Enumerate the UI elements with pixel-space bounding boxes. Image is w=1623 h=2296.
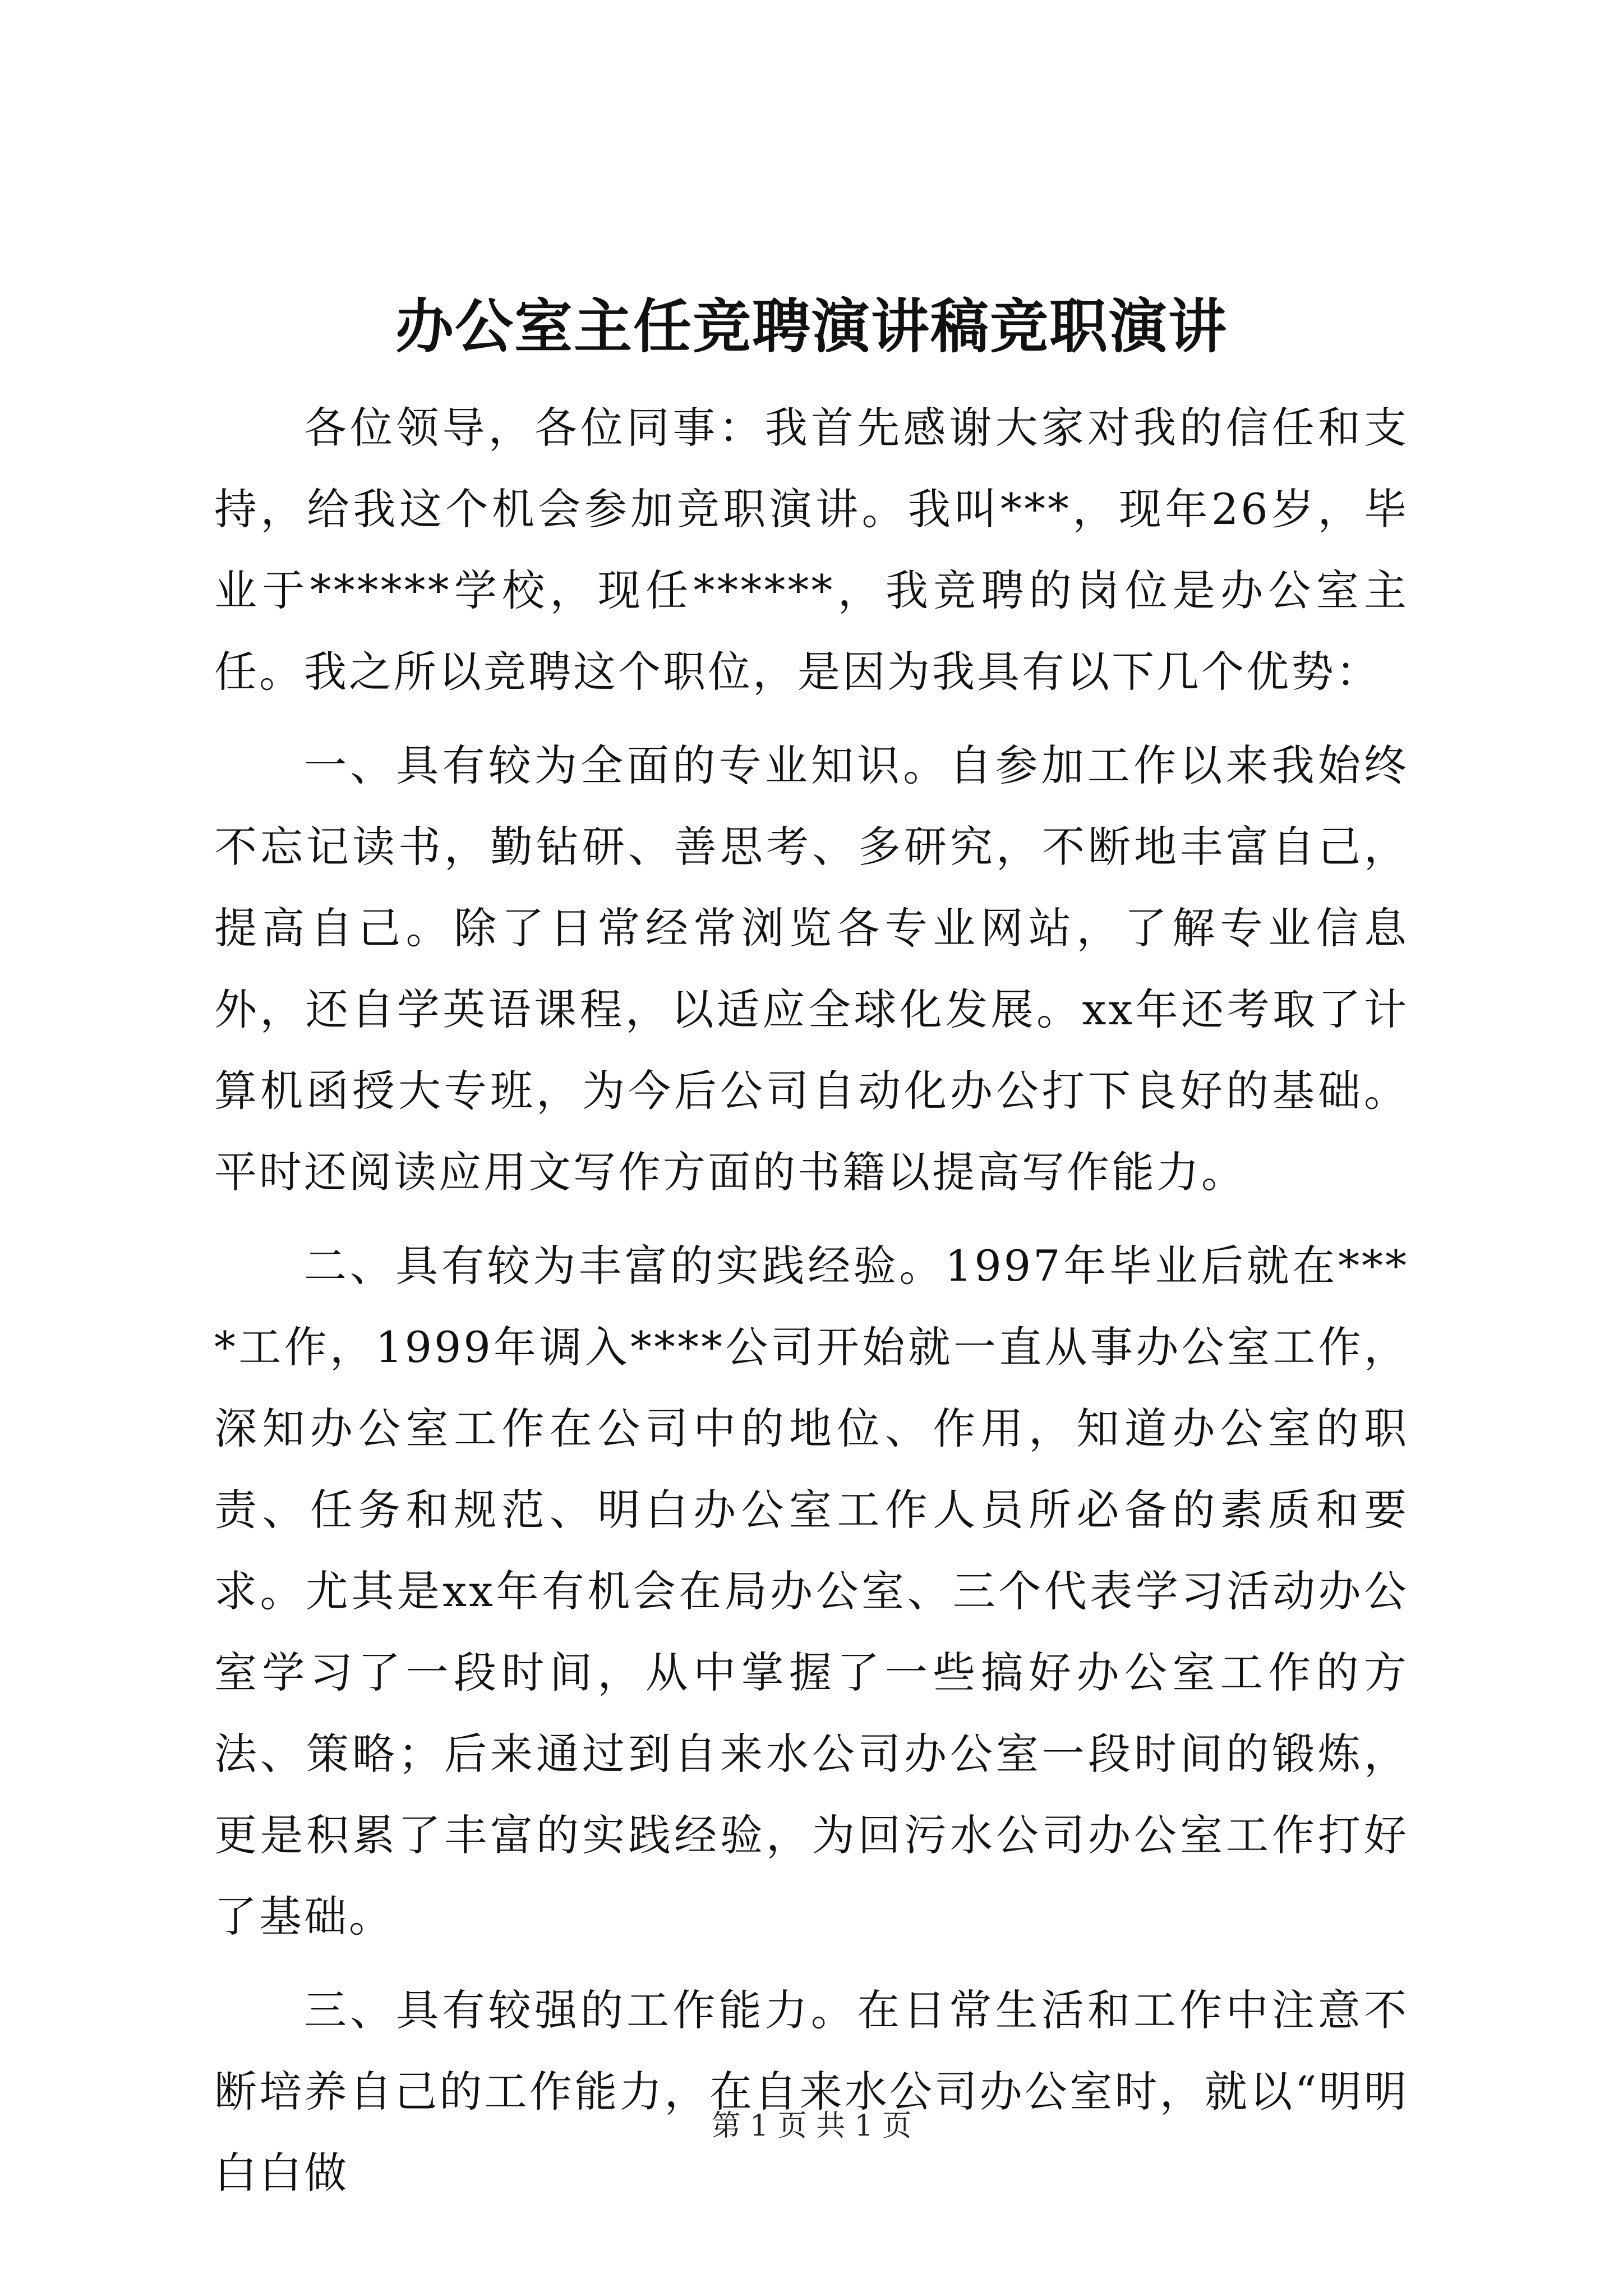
paragraph-experience: 二、具有较为丰富的实践经验。1997年毕业后就在****工作，1999年调入****公司开始就一直从事办公室工作，深知办公室工作在公司中的地位、作用，知道办公室的职责、任务和规范、明白办公室工作人员所必备的素质和要求。尤其是xx年有机会在局办公室、三个代表学习活动办公室学习了一段时间，从中掌握了一些搞好办公室工作的方法、策略；后来通过到自来水公司办公室一段时间的锻炼，更是积累了丰富的实践经验，为回污水公司办公室工作打好了基础。 bbox=[214, 1241, 1409, 1941]
paragraph-ability: 三、具有较强的工作能力。在日常生活和工作中注意不断培养自己的工作能力，在自来水公司办公室时，就以“明明白白做 bbox=[214, 1985, 1409, 2198]
paragraph-intro: 各位领导，各位同事：我首先感谢大家对我的信任和支持，给我这个机会参加竞职演讲。我叫***，现年26岁，毕业于******学校，现任******，我竞聘的岗位是办公室主任。我之所以竞聘这个职位，是因为我具有以下几个优势： bbox=[214, 403, 1409, 697]
page-footer: 第 1 页 共 1 页 bbox=[711, 2109, 912, 2143]
document-title: 办公室主任竞聘演讲稿竞职演讲 bbox=[395, 292, 1228, 361]
paragraph-knowledge: 一、具有较为全面的专业知识。自参加工作以来我始终不忘记读书，勤钻研、善思考、多研究，不断地丰富自己，提高自己。除了日常经常浏览各专业网站，了解专业信息外，还自学英语课程，以适应全球化发展。xx年还考取了计算机函授大专班，为今后公司自动化办公打下良好的基础。平时还阅读应用文写作方面的书籍以提高写作能力。 bbox=[214, 740, 1409, 1197]
document-body bbox=[214, 387, 1409, 2226]
